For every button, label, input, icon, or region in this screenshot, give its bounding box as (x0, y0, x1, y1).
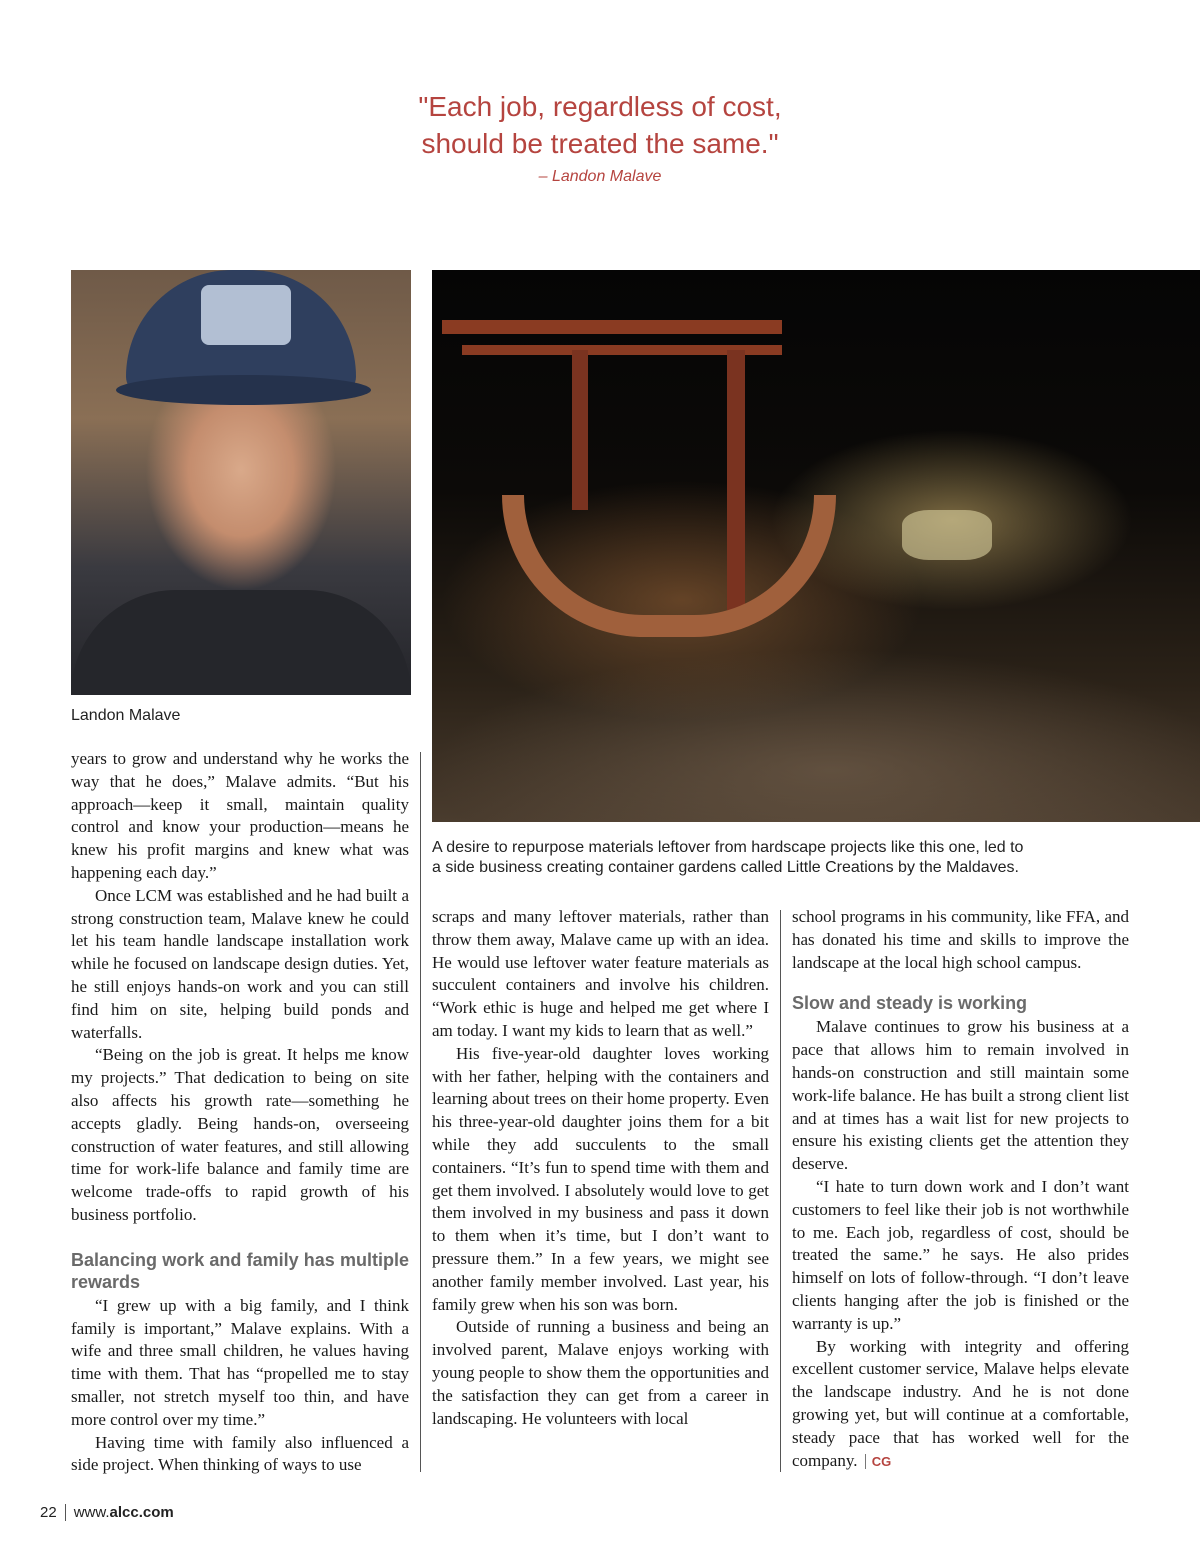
paragraph: Malave continues to grow his business at a pace that allows him to remain involved in hands-on construction and still maintain some work-life balance. He has built a strong client list and at times has a wait list for new projects to ensure his existing clients get the attention they deserve. (792, 1017, 1129, 1174)
column-1 (71, 748, 409, 1478)
waterfall-glow (902, 510, 992, 560)
cap-logo (201, 285, 291, 345)
cap-brim-shape (116, 375, 371, 405)
page-footer (40, 1504, 174, 1521)
pull-quote-line-2: should be treated the same." (421, 128, 779, 159)
stone-bench (502, 495, 836, 637)
pull-quote (300, 88, 900, 186)
pergola-beam (442, 320, 782, 334)
pull-quote-attribution: – Landon Malave (538, 168, 662, 185)
paragraph (792, 1336, 1129, 1474)
paragraph: scraps and many leftover materials, rather than throw them away, Malave came up with an idea. He would use leftover water feature materials as succulent containers and involve his children. “Work ethic is huge and helped me get where I am today. I want my kids to learn that as well.” (432, 907, 769, 1040)
jacket-shape (71, 590, 411, 695)
portrait-caption: Landon Malave (71, 707, 181, 724)
section-heading: Slow and steady is working (792, 993, 1028, 1014)
section-heading: Balancing work and family has multiple rewards (71, 1249, 409, 1292)
paragraph: “I hate to turn down work and I don’t want customers to feel like their job is not worthwhile to me. Each job, regardless of cost, should be treated the same.” he says. He also prides himself on lots of follow-through. “I don’t leave clients hanging after the job is finished or the warranty is up.” (792, 1176, 1129, 1333)
paragraph: school programs in his community, like FFA, and has donated his time and skills to improve the landscape at the local high school campus. (792, 907, 1129, 972)
column-2 (432, 906, 769, 1476)
photo-caption-line-2: a side business creating container gardens called Little Creations by the Maldaves. (432, 859, 1019, 876)
paragraph: Outside of running a business and being an involved parent, Malave enjoys working with young people to show them the opportunities and the satisfaction they can get from a career in landscaping. He volunteers with local (432, 1317, 769, 1428)
paragraph: Once LCM was established and he had built a strong construction team, Malave knew he could let his team handle landscape installation work while he focused on landscape design duties. Yet, he still enjoys hands-on work and you can still find him on site, helping build ponds and waterfalls. (71, 885, 409, 1042)
footer-divider (65, 1504, 66, 1521)
paragraph: years to grow and understand why he works the way that he does,” Malave admits. “But his approach—keep it small, maintain quality control and know your production—means he knew his profit margins and knew what was happening each day.” (71, 749, 409, 882)
paragraph-text: By working with integrity and offering excellent customer service, Malave helps elevate the landscape industry. And he is not done growing yet, but will continue at a comfortable, steady pace that has worked well for the company. (792, 1336, 1129, 1470)
paragraph: “Being on the job is great. It helps me know my projects.” That dedication to being on site also affects his growth rate—something he accepts gladly. Being hands-on, overseeing construction of water features, and still allowing time for work-life balance and family time are welcome trade-offs to rapid growth of his business portfolio. (71, 1045, 409, 1224)
column-3 (792, 906, 1129, 1476)
column-divider (420, 752, 421, 1472)
pergola-post (572, 350, 588, 510)
footer-url-prefix: www. (73, 1504, 110, 1521)
column-divider (780, 910, 781, 1472)
footer-url-domain[interactable]: alcc.com (109, 1504, 174, 1521)
paragraph: His five-year-old daughter loves working with her father, helping with the containers and learning about trees on their home property. Even his three-year-old daughter joins them for a bit while they add succulents to the small containers. “It’s fun to spend time with them and get them involved. I absolutely would love to get them involved in my business and pass it down to them when it’s time, but I don’t want to pressure them.” In a few years, we might see another family member involved. Last year, his family grew when his son was born. (432, 1043, 769, 1314)
paragraph: Having time with family also influenced a side project. When thinking of ways to use (71, 1432, 409, 1475)
portrait-photo (71, 270, 411, 695)
garden-photo (432, 270, 1200, 822)
end-mark: CG (865, 1454, 892, 1469)
pull-quote-line-1: "Each job, regardless of cost, (418, 91, 782, 122)
photo-caption (432, 838, 1192, 878)
photo-caption-line-1: A desire to repurpose materials leftover from hardscape projects like this one, led to (432, 839, 1024, 856)
paragraph: “I grew up with a big family, and I think family is important,” Malave explains. With a wife and three small children, he values having time with them. That has “propelled me to stay smaller, not stretch myself too thin, and have more control over my time.” (71, 1295, 409, 1429)
page-number: 22 (40, 1504, 57, 1521)
